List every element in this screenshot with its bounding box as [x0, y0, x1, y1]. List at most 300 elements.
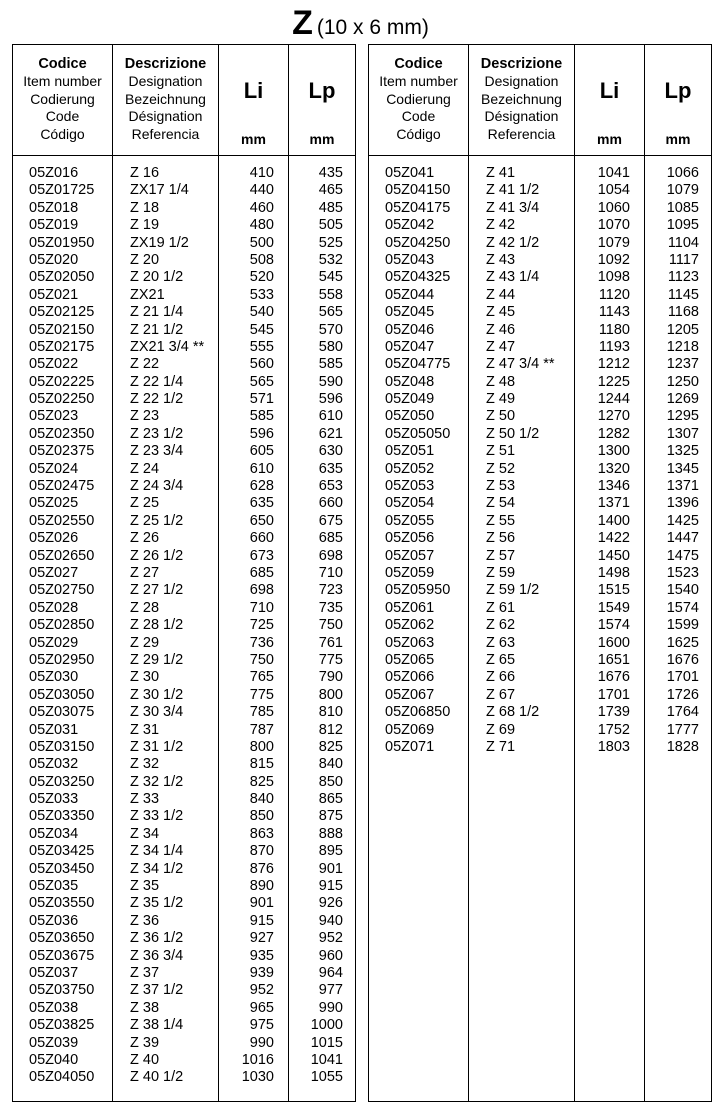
table-row	[13, 548, 355, 565]
item-lp: 685	[318, 530, 343, 547]
item-li: 800	[249, 738, 274, 755]
item-li: 1079	[597, 234, 630, 251]
item-code: 05Z01725	[29, 182, 95, 199]
table-row	[369, 339, 711, 356]
item-code: 05Z024	[29, 460, 79, 477]
item-lp: 1250	[666, 373, 699, 390]
item-lp: 580	[318, 338, 343, 355]
item-designation: Z 36 1/2	[130, 930, 184, 947]
table-row	[369, 426, 711, 443]
table-row	[13, 165, 355, 182]
item-li: 927	[249, 930, 274, 947]
item-li: 1752	[597, 721, 630, 738]
table-row	[13, 565, 355, 582]
item-lp: 485	[318, 199, 343, 216]
item-code: 05Z04150	[385, 182, 451, 199]
item-designation: Z 23 1/2	[130, 425, 184, 442]
item-lp: 825	[318, 738, 343, 755]
page-title	[0, 4, 721, 49]
item-designation: Z 46	[486, 321, 516, 338]
item-code: 05Z02750	[29, 582, 95, 599]
item-designation: Z 62	[486, 617, 516, 634]
item-lp: 888	[318, 825, 343, 842]
table-row	[369, 704, 711, 721]
item-lp: 875	[318, 808, 343, 825]
table-row	[369, 443, 711, 460]
item-lp: 1205	[666, 321, 699, 338]
item-code: 05Z061	[385, 599, 435, 616]
title-letter: Z	[292, 4, 313, 42]
item-li: 605	[249, 443, 274, 460]
item-li: 1450	[597, 547, 630, 564]
item-lp: 812	[318, 721, 343, 738]
item-li: 1180	[598, 321, 630, 338]
item-li: 1060	[597, 199, 630, 216]
item-lp: 1325	[666, 443, 699, 460]
item-lp: 545	[318, 269, 343, 286]
item-designation: Z 41 3/4	[486, 199, 540, 216]
item-li: 1270	[597, 408, 630, 425]
item-lp: 915	[318, 878, 343, 895]
table-row	[369, 374, 711, 391]
item-code: 05Z03150	[29, 738, 95, 755]
item-code: 05Z057	[385, 547, 435, 564]
item-code: 05Z067	[385, 686, 435, 703]
item-designation: Z 68 1/2	[486, 704, 540, 721]
item-designation: Z 18	[130, 199, 160, 216]
item-code: 05Z062	[385, 617, 435, 634]
item-code: 05Z042	[385, 217, 435, 234]
item-li: 660	[249, 530, 274, 547]
item-li: 990	[249, 1034, 274, 1051]
item-li: 815	[249, 756, 274, 773]
item-designation: Z 47 3/4 **	[486, 356, 555, 373]
table-row	[13, 756, 355, 773]
table-row	[13, 861, 355, 878]
table-row	[13, 843, 355, 860]
item-li: 635	[249, 495, 274, 512]
table-row	[369, 165, 711, 182]
table-row	[369, 304, 711, 321]
item-designation: Z 28 1/2	[130, 617, 184, 634]
item-code: 05Z056	[385, 530, 435, 547]
title-size: (10 x 6 mm)	[316, 16, 429, 39]
header-desc-line: Bezeichnung	[481, 90, 562, 107]
item-lp: 1104	[667, 234, 699, 251]
item-li: 460	[249, 199, 274, 216]
table-row	[13, 200, 355, 217]
item-designation: Z 28	[130, 599, 160, 616]
item-li: 901	[249, 895, 274, 912]
item-designation: Z 27	[130, 564, 160, 581]
item-designation: Z 30	[130, 669, 160, 686]
table-row	[369, 217, 711, 234]
item-lp: 964	[318, 964, 343, 981]
item-li: 520	[249, 269, 274, 286]
item-code: 05Z047	[385, 338, 435, 355]
item-designation: Z 38 1/4	[130, 1017, 184, 1034]
table-row	[369, 635, 711, 652]
table-row	[369, 322, 711, 339]
item-designation: Z 37 1/2	[130, 982, 184, 999]
item-li: 1030	[241, 1069, 274, 1086]
table-row	[13, 304, 355, 321]
table-row	[369, 687, 711, 704]
item-li: 870	[249, 843, 274, 860]
table-row	[13, 217, 355, 234]
table-row	[13, 635, 355, 652]
item-designation: Z 16	[130, 165, 160, 181]
item-li: 1282	[597, 425, 630, 442]
item-lp: 1015	[310, 1034, 343, 1051]
item-code: 05Z03675	[29, 947, 95, 964]
item-designation: Z 45	[486, 304, 516, 321]
item-designation: Z 69	[486, 721, 516, 738]
item-designation: Z 43	[486, 251, 516, 268]
table-row	[13, 739, 355, 756]
item-designation: Z 53	[486, 478, 516, 495]
header-li-unit: mm	[241, 131, 266, 147]
item-code: 05Z065	[385, 651, 435, 668]
item-code: 05Z030	[29, 669, 79, 686]
table-row	[13, 704, 355, 721]
item-li: 1346	[597, 478, 630, 495]
item-lp: 761	[318, 634, 343, 651]
table-row	[369, 513, 711, 530]
table-row	[13, 965, 355, 982]
item-code: 05Z018	[29, 199, 79, 216]
item-lp: 635	[318, 460, 343, 477]
item-lp: 1345	[666, 460, 699, 477]
header-desc-line: Bezeichnung	[125, 90, 206, 107]
table-row	[369, 356, 711, 373]
table-row	[369, 530, 711, 547]
header-code-line: Código	[40, 125, 85, 142]
header-desc-line: Désignation	[128, 108, 203, 125]
item-lp: 895	[318, 843, 343, 860]
item-lp: 1676	[666, 651, 699, 668]
item-lp: 1000	[310, 1017, 343, 1034]
item-lp: 1726	[666, 686, 699, 703]
item-lp: 525	[318, 234, 343, 251]
item-designation: Z 25 1/2	[130, 512, 184, 529]
item-lp: 585	[318, 356, 343, 373]
item-li: 685	[249, 564, 274, 581]
item-code: 05Z022	[29, 356, 79, 373]
table-row	[13, 652, 355, 669]
item-designation: Z 42 1/2	[486, 234, 540, 251]
item-code: 05Z019	[29, 217, 79, 234]
table-row	[13, 617, 355, 634]
item-lp: 1237	[666, 356, 699, 373]
table-row	[369, 669, 711, 686]
item-code: 05Z03750	[29, 982, 95, 999]
item-designation: Z 48	[486, 373, 516, 390]
table-row	[369, 461, 711, 478]
table-row	[13, 982, 355, 999]
item-lp: 505	[318, 217, 343, 234]
item-designation: Z 22 1/4	[130, 373, 184, 390]
table-row	[369, 582, 711, 599]
header-code	[13, 45, 112, 166]
item-designation: Z 52	[486, 460, 516, 477]
table-row	[13, 235, 355, 252]
item-code: 05Z040	[29, 1051, 79, 1068]
table-row	[369, 408, 711, 425]
header-desc-line: Designation	[128, 73, 203, 90]
item-designation: Z 44	[486, 286, 516, 303]
item-li: 876	[249, 860, 274, 877]
item-li: 533	[249, 286, 274, 303]
item-lp: 465	[318, 182, 343, 199]
item-lp: 1540	[666, 582, 699, 599]
item-lp: 558	[318, 286, 343, 303]
item-code: 05Z044	[385, 286, 435, 303]
item-li: 596	[249, 425, 274, 442]
table-row	[369, 182, 711, 199]
item-designation: Z 30 3/4	[130, 704, 184, 721]
item-code: 05Z048	[385, 373, 435, 390]
item-code: 05Z02375	[29, 443, 95, 460]
item-li: 1092	[597, 251, 630, 268]
table-row	[369, 617, 711, 634]
item-code: 05Z03425	[29, 843, 95, 860]
item-code: 05Z069	[385, 721, 435, 738]
item-designation: Z 34 1/2	[130, 860, 184, 877]
table-row	[369, 269, 711, 286]
item-lp: 1371	[666, 478, 699, 495]
item-lp: 990	[318, 999, 343, 1016]
table-row	[13, 1069, 355, 1086]
item-lp: 660	[318, 495, 343, 512]
item-lp: 630	[318, 443, 343, 460]
header-lp-unit: mm	[665, 131, 691, 147]
item-li: 585	[249, 408, 274, 425]
item-li: 555	[249, 338, 274, 355]
table-row	[13, 895, 355, 912]
item-code: 05Z049	[385, 391, 435, 408]
item-code: 05Z03825	[29, 1017, 95, 1034]
table-row	[369, 652, 711, 669]
item-lp: 1066	[666, 165, 699, 181]
table-left	[12, 44, 356, 1102]
table-row	[13, 1017, 355, 1034]
header-code-line: Codice	[394, 56, 443, 72]
item-lp: 1828	[666, 738, 699, 755]
table-row	[13, 391, 355, 408]
item-designation: Z 65	[486, 651, 516, 668]
item-designation: Z 22 1/2	[130, 391, 184, 408]
table-row	[13, 808, 355, 825]
item-lp: 710	[318, 564, 343, 581]
item-designation: Z 35	[130, 878, 160, 895]
table-row	[13, 722, 355, 739]
item-designation: Z 33 1/2	[130, 808, 184, 825]
item-designation: ZX21	[130, 286, 165, 303]
item-lp: 1625	[666, 634, 699, 651]
header-desc-line: Referencia	[131, 125, 200, 142]
item-code: 05Z02150	[29, 321, 95, 338]
item-li: 1600	[597, 634, 630, 651]
item-lp: 698	[318, 547, 343, 564]
header-lp-label: Lp	[308, 78, 336, 103]
item-lp: 790	[318, 669, 343, 686]
header-li-label: Li	[243, 78, 264, 103]
item-lp: 775	[318, 651, 343, 668]
table-row	[13, 948, 355, 965]
item-li: 1320	[597, 460, 630, 477]
table-row	[13, 687, 355, 704]
item-li: 1244	[597, 391, 630, 408]
item-designation: Z 31	[130, 721, 160, 738]
item-code: 05Z055	[385, 512, 435, 529]
item-li: 975	[249, 1017, 274, 1034]
item-designation: Z 32	[130, 756, 160, 773]
item-li: 440	[249, 182, 274, 199]
item-code: 05Z046	[385, 321, 435, 338]
table-row	[369, 235, 711, 252]
table-row	[13, 426, 355, 443]
item-designation: Z 51	[486, 443, 516, 460]
item-lp: 1117	[668, 251, 699, 268]
item-lp: 1764	[666, 704, 699, 721]
item-code: 05Z01950	[29, 234, 95, 251]
item-code: 05Z063	[385, 634, 435, 651]
table-row	[13, 1000, 355, 1017]
item-lp: 750	[318, 617, 343, 634]
header-desc-line: Descrizione	[480, 56, 563, 72]
table-row	[369, 548, 711, 565]
item-code: 05Z03075	[29, 704, 95, 721]
table-row	[13, 478, 355, 495]
item-li: 628	[249, 478, 274, 495]
table-row	[13, 791, 355, 808]
item-li: 965	[249, 999, 274, 1016]
header-desc-line: Désignation	[484, 108, 559, 125]
header-code-line: Código	[396, 125, 441, 142]
item-lp: 810	[318, 704, 343, 721]
item-li: 1515	[597, 582, 630, 599]
item-designation: Z 43 1/4	[486, 269, 540, 286]
header-li-unit: mm	[597, 131, 622, 147]
item-code: 05Z054	[385, 495, 435, 512]
item-li: 710	[249, 599, 274, 616]
item-designation: Z 41 1/2	[486, 182, 540, 199]
item-lp: 1447	[666, 530, 699, 547]
item-designation: Z 54	[486, 495, 516, 512]
item-designation: ZX21 3/4 **	[130, 338, 205, 355]
item-code: 05Z071	[385, 738, 435, 755]
table-row	[13, 930, 355, 947]
table-row	[369, 495, 711, 512]
item-li: 480	[249, 217, 274, 234]
item-designation: Z 24	[130, 460, 160, 477]
table-row	[369, 200, 711, 217]
table-right	[368, 44, 712, 1102]
item-li: 1651	[597, 651, 630, 668]
item-code: 05Z02175	[29, 338, 95, 355]
item-lp: 1307	[666, 425, 699, 442]
item-lp: 1599	[666, 617, 699, 634]
item-designation: Z 71	[486, 738, 516, 755]
item-designation: Z 34 1/4	[130, 843, 184, 860]
item-li: 1676	[597, 669, 630, 686]
item-lp: 1085	[666, 199, 699, 216]
item-code: 05Z025	[29, 495, 79, 512]
table-row	[13, 774, 355, 791]
item-code: 05Z039	[29, 1034, 79, 1051]
item-code: 05Z05950	[385, 582, 451, 599]
table-row	[13, 408, 355, 425]
item-li: 508	[249, 251, 274, 268]
item-code: 05Z016	[29, 165, 79, 181]
item-code: 05Z03050	[29, 686, 95, 703]
table-row	[369, 252, 711, 269]
item-li: 725	[249, 617, 274, 634]
item-li: 1193	[598, 338, 630, 355]
item-designation: Z 50 1/2	[486, 425, 540, 442]
item-designation: Z 32 1/2	[130, 773, 184, 790]
item-lp: 1396	[666, 495, 699, 512]
item-li: 787	[249, 721, 274, 738]
item-code: 05Z028	[29, 599, 79, 616]
item-code: 05Z059	[385, 564, 435, 581]
item-designation: Z 30 1/2	[130, 686, 184, 703]
table-row	[13, 322, 355, 339]
item-designation: Z 41	[486, 165, 516, 181]
table-row	[369, 478, 711, 495]
header-code-line: Codierung	[386, 90, 451, 107]
table-row	[369, 565, 711, 582]
rows-left	[13, 165, 355, 1087]
table-row	[13, 513, 355, 530]
item-lp: 621	[318, 425, 343, 442]
item-code: 05Z026	[29, 530, 79, 547]
item-code: 05Z04250	[385, 234, 451, 251]
item-li: 560	[249, 356, 274, 373]
item-li: 1701	[597, 686, 630, 703]
item-li: 1016	[241, 1051, 274, 1068]
item-designation: Z 36	[130, 912, 160, 929]
item-li: 825	[249, 773, 274, 790]
item-li: 1574	[597, 617, 630, 634]
table-row	[13, 252, 355, 269]
header-code-line: Item number	[23, 73, 102, 90]
item-lp: 840	[318, 756, 343, 773]
item-code: 05Z04775	[385, 356, 451, 373]
item-li: 765	[249, 669, 274, 686]
table-row	[13, 582, 355, 599]
item-designation: Z 42	[486, 217, 516, 234]
item-lp: 901	[318, 860, 343, 877]
table-row	[13, 356, 355, 373]
item-designation: Z 29	[130, 634, 160, 651]
table-row	[369, 287, 711, 304]
item-lp: 940	[318, 912, 343, 929]
item-designation: Z 38	[130, 999, 160, 1016]
item-code: 05Z021	[29, 286, 79, 303]
item-lp: 590	[318, 373, 343, 390]
item-li: 610	[249, 460, 274, 477]
item-designation: Z 23	[130, 408, 160, 425]
item-li: 698	[249, 582, 274, 599]
item-designation: Z 39	[130, 1034, 160, 1051]
item-lp: 850	[318, 773, 343, 790]
item-lp: 565	[318, 304, 343, 321]
item-lp: 675	[318, 512, 343, 529]
item-designation: Z 57	[486, 547, 516, 564]
item-lp: 1095	[666, 217, 699, 234]
